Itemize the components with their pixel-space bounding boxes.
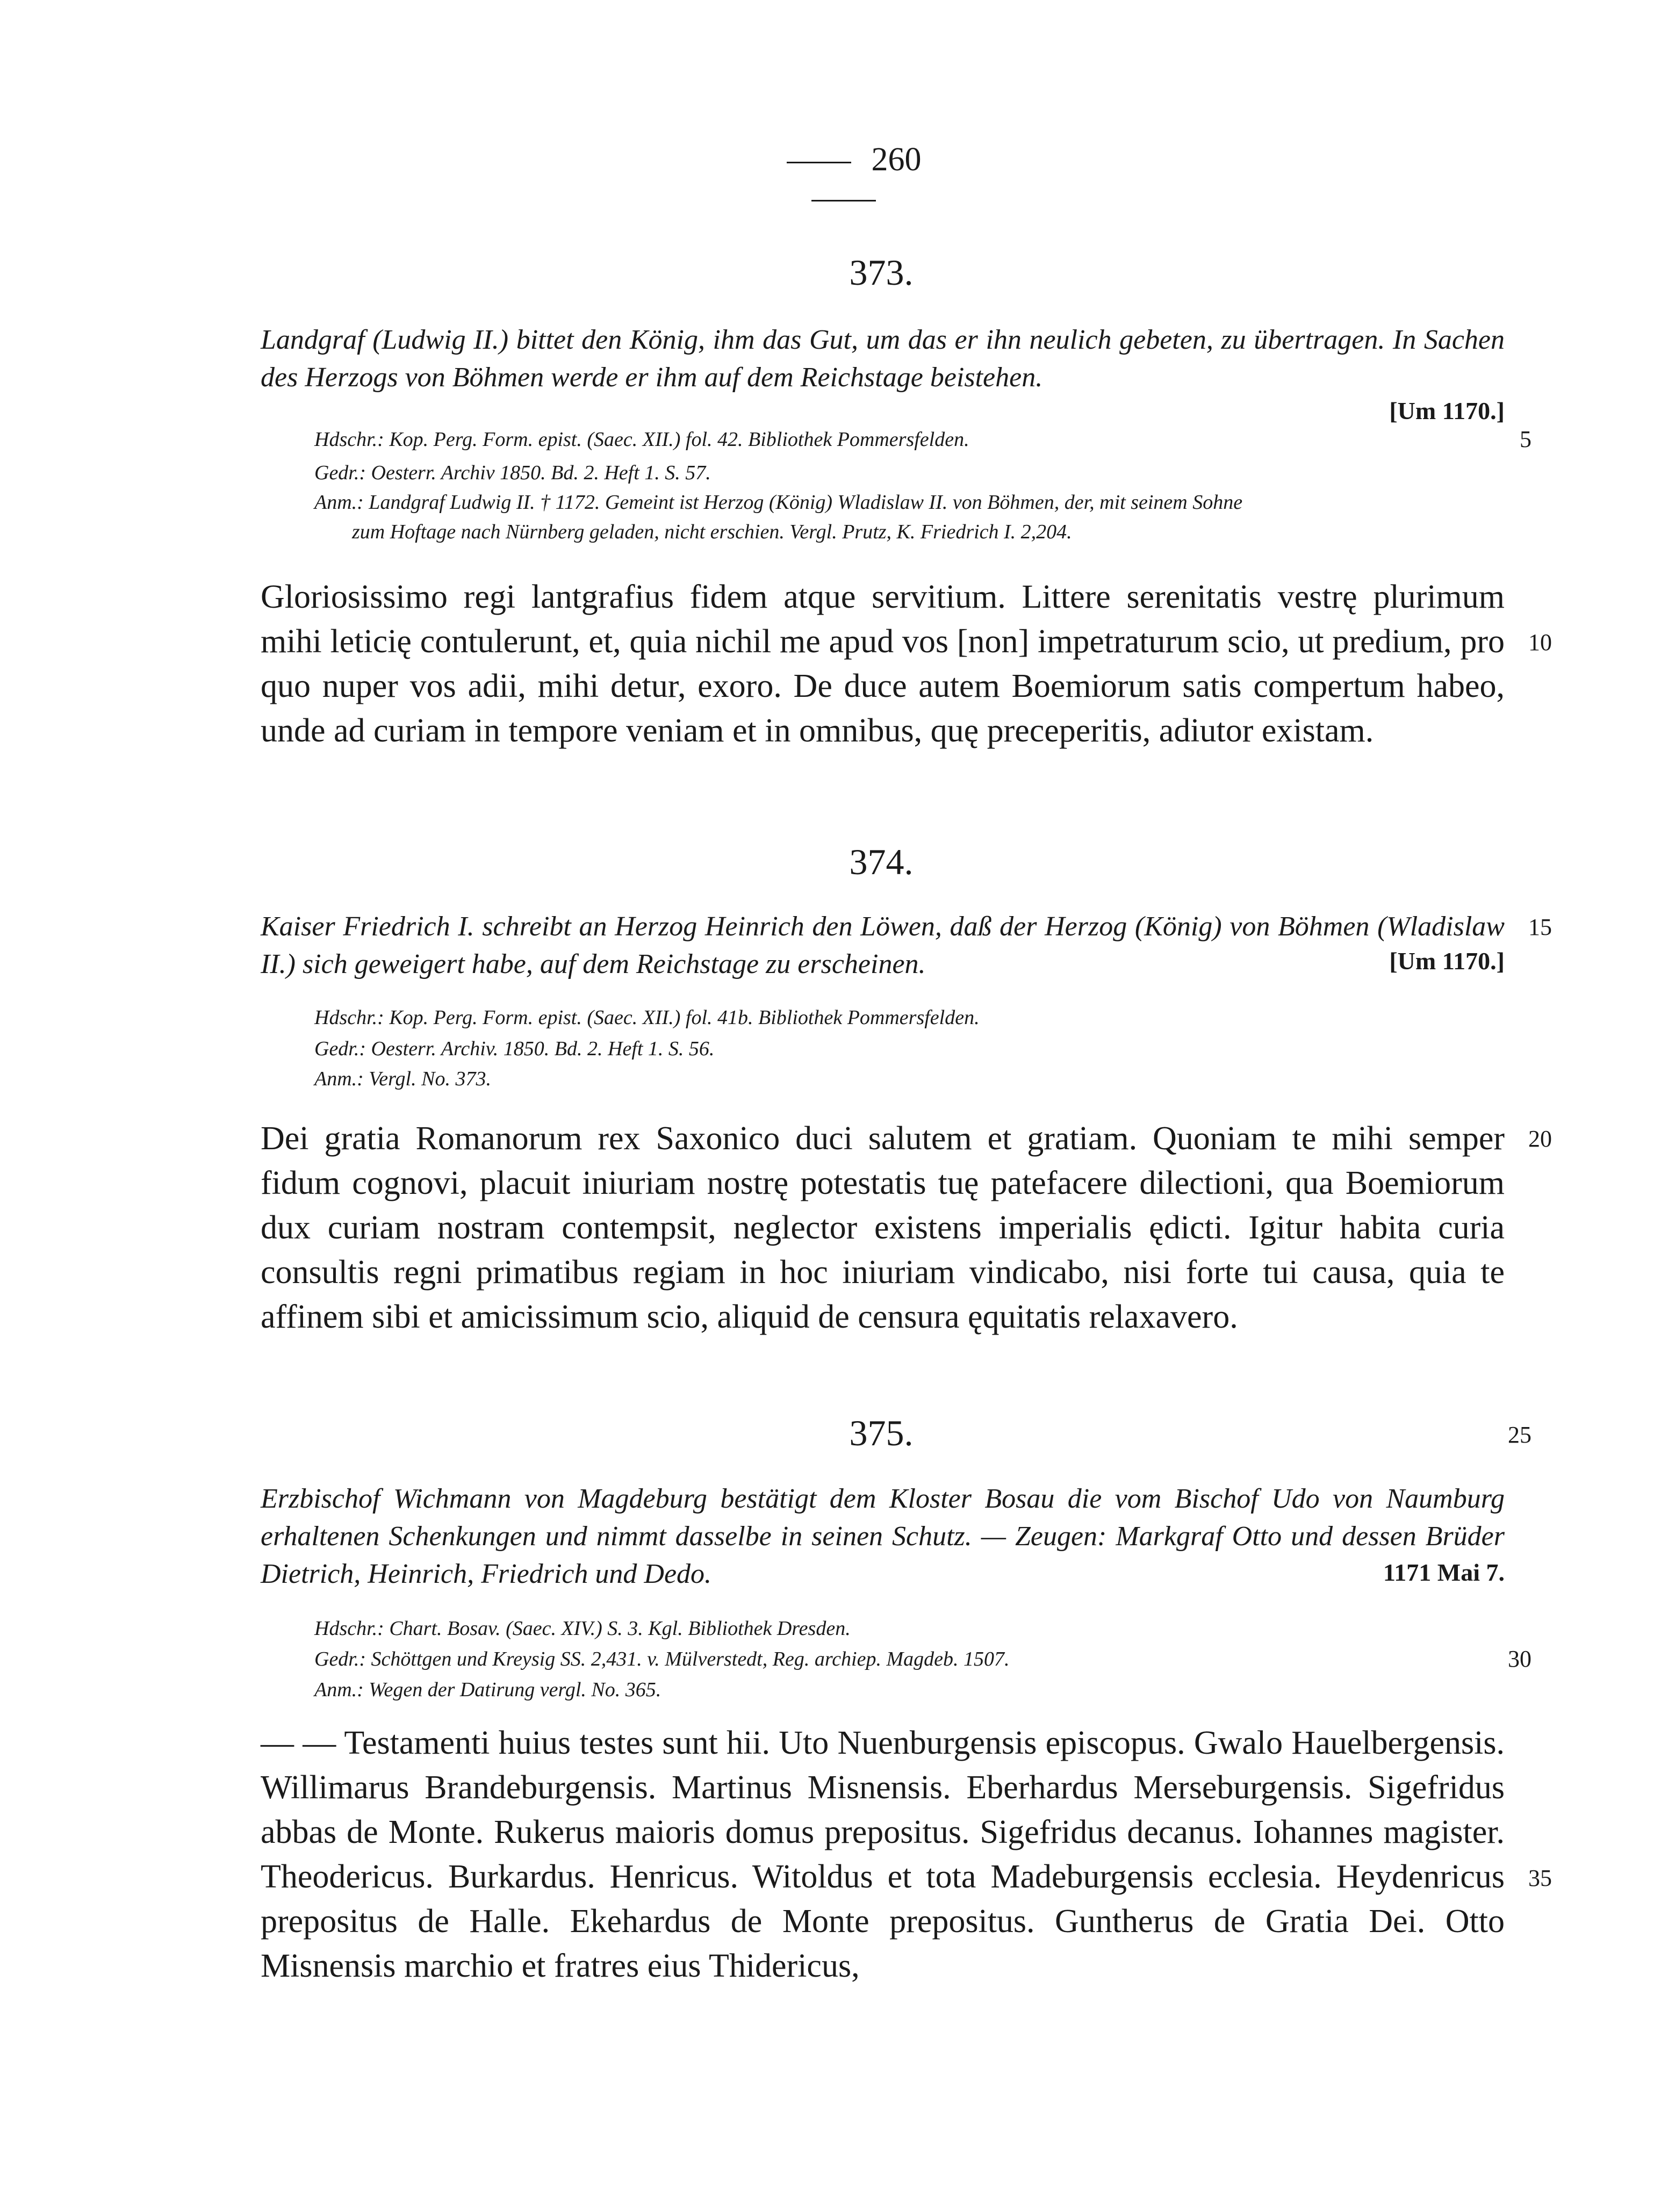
annotation-note: Anm.: Vergl. No. 373.	[314, 1068, 491, 1090]
manuscript-note: Hdschr.: Kop. Perg. Form. epist. (Saec. XII.) fol. 41b. Bibliothek Pommersfelden.	[314, 1006, 980, 1029]
line-number: 5	[1520, 426, 1531, 452]
document-text: Gloriosissimo regi lantgrafius fidem atque servitium. Littere serenitatis vestrę plurimum mihi leticię contulerunt, et, quia nichil me apud vos [non] impetraturum scio, ut predium, pro quo nuper vos adii, mihi detur, exoro. De duce autem Boemiorum satis compertum habeo, unde ad curiam in tempore veniam et in omnibus, quę preceperitis, adiutor existam.	[261, 579, 1505, 749]
document-text: Dei gratia Romanorum rex Saxonico duci salutem et gratiam. Quoniam te mihi semper fidum cognovi, placuit iniuriam nostrę potestatis tuę patefacere dilectioni, qua Boemiorum dux curiam nostram contempsit, neglector existens imperialis ędicti. Igitur habita curia consultis regni primatibus regiam in hoc iniuriam vindicabo, nisi forte tui causa, quia te affinem sibi et amicissimum scio, aliquid de censura ęquitatis relaxavero.	[261, 1120, 1505, 1335]
page-number: 260	[731, 141, 957, 217]
line-number: 35	[1528, 1865, 1552, 1891]
document-number: 373.	[849, 252, 914, 293]
line-number: 10	[1528, 629, 1552, 655]
print-note: Gedr.: Oesterr. Archiv 1850. Bd. 2. Heft 1. S. 57.	[314, 462, 711, 484]
line-number: 15	[1528, 914, 1552, 940]
document-text: — — Testamenti huius testes sunt hii. Uto Nuenburgensis episcopus. Gwalo Hauelbergensis. Willimarus Brandeburgensis. Martinus Misnensis. Eberhardus Merseburgensis. Sigefridus abbas de Monte. Rukerus maioris domus prepositus. Sigefridus decanus. Iohannes magister. Theodericus. Burkardus. Henricus. Witoldus et tota Madeburgensis ecclesia. Heydenricus prepositus de Halle. Ekehardus de Monte prepositus. Guntherus de Gratia Dei. Otto Misnensis marchio et fratres eius Thidericus,	[261, 1725, 1505, 1984]
document-heading: Erzbischof Wichmann von Magdeburg bestätigt dem Kloster Bosau die vom Bischof Udo von Naumburg erhaltenen Schenkungen und nimmt dasselbe in seinen Schutz. — Zeugen: Markgraf Otto und dessen Brüder Dietrich, Heinrich, Friedrich und Dedo.	[261, 1483, 1505, 1589]
annotation-note-continued: zum Hoftage nach Nürnberg geladen, nicht erschien. Vergl. Prutz, K. Friedrich I. 2,204.	[352, 521, 1072, 543]
line-number: 20	[1528, 1126, 1552, 1152]
annotation-note: Anm.: Landgraf Ludwig II. † 1172. Gemeint ist Herzog (König) Wladislaw II. von Böhmen, der, mit seinem Sohne	[314, 491, 1243, 514]
document-number: 375.	[849, 1413, 914, 1453]
print-note: Gedr.: Oesterr. Archiv. 1850. Bd. 2. Heft 1. S. 56.	[314, 1037, 715, 1060]
manuscript-note: Hdschr.: Kop. Perg. Form. epist. (Saec. XII.) fol. 42. Bibliothek Pommersfelden.	[314, 428, 969, 451]
line-number: 25	[1508, 1422, 1531, 1448]
document-heading: Landgraf (Ludwig II.) bittet den König, ihm das Gut, um das er ihn neulich gebeten, zu übertragen. In Sachen des Herzogs von Böhmen werde er ihm auf dem Reichstage beistehen.	[261, 325, 1505, 393]
manuscript-note: Hdschr.: Chart. Bosav. (Saec. XIV.) S. 3. Kgl. Bibliothek Dresden.	[314, 1617, 851, 1640]
document-number: 374.	[849, 841, 914, 882]
annotation-note: Anm.: Wegen der Datirung vergl. No. 365.	[314, 1678, 661, 1701]
document-date: [Um 1170.]	[1389, 947, 1505, 975]
document-heading: Kaiser Friedrich I. schreibt an Herzog Heinrich den Löwen, daß der Herzog (König) von Böhmen (Wladislaw II.) sich geweigert habe, auf dem Reichstage zu erscheinen.	[261, 911, 1505, 979]
document-date: 1171 Mai 7.	[1383, 1559, 1505, 1586]
document-date: [Um 1170.]	[1389, 397, 1505, 424]
line-number: 30	[1508, 1646, 1531, 1672]
print-note: Gedr.: Schöttgen und Kreysig SS. 2,431. v. Mülverstedt, Reg. archiep. Magdeb. 1507.	[314, 1648, 1010, 1670]
